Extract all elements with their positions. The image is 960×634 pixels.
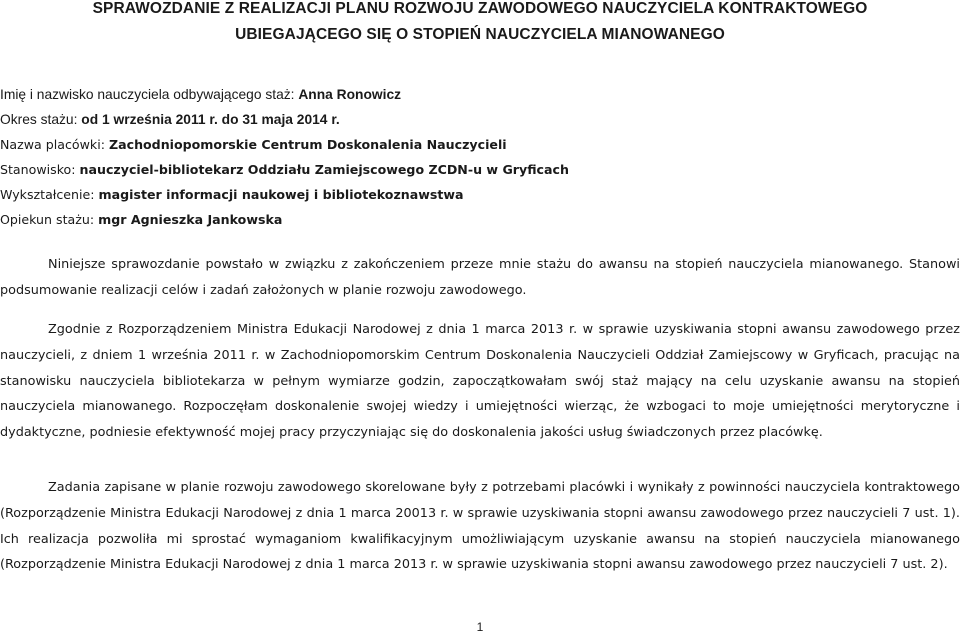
position-label: Stanowisko: [0, 162, 76, 177]
position-value: nauczyciel-bibliotekarz Oddziału Zamiejscowego ZCDN-u w Gryficach [79, 162, 569, 177]
mentor-label: Opiekun stażu: [0, 212, 95, 227]
mentor-row [0, 211, 960, 229]
page-number: 1 [476, 620, 484, 634]
document-title-line-2: UBIEGAJĄCEGO SIĘ O STOPIEŃ NAUCZYCIELA MIANOWANEGO [235, 26, 725, 43]
document-title-line-1: SPRAWOZDANIE Z REALIZACJI PLANU ROZWOJU ZAWODOWEGO NAUCZYCIELA KONTRAKTOWEGO [92, 0, 868, 17]
paragraph-regulation: Zgodnie z Rozporządzeniem Ministra Edukacji Narodowej z dnia 1 marca 2013 r. w sprawie uzyskiwania stopni awansu zawodowego przez nauczycieli, z dniem 1 września 2011 r. w Zachodniopomorskim Centrum Doskonalenia Nauczycieli Oddział Zamiejscowy w Gryficach, pracując na stanowisku nauczyciela bibliotekarza w pełnym wymiarze godzin, zapoczątkowałam swój staż mający na celu uzyskanie awansu na stopień nauczyciela mianowanego. Rozpoczęłam doskonalenie swojej wiedzy i umiejętności wierząc, że wzbogaci to moje umiejętności merytoryczne i dydaktyczne, podniesie efektywność mojej pracy przyczyniając się do doskonalenia jakości usług świadczonych przez placówkę. [0, 322, 960, 441]
education-label: Wykształcenie: [0, 187, 95, 202]
internship-period-row [0, 111, 960, 129]
paragraph-tasks: Zadania zapisane w planie rozwoju zawodowego skorelowane były z potrzebami placówki i wynikały z powinności nauczyciela kontraktowego (Rozporządzenie Ministra Edukacji Narodowej z dnia 1 marca 20013 r. w sprawie uzyskiwania stopni awansu zawodowego przez nauczycieli 7 ust. 1). Ich realizacja pozwoliła mi sprostać wymaganiom kwalifikacyjnym umożliwiającym uzyskanie awansu na stopień nauczyciela mianowanego (Rozporządzenie Ministra Edukacji Narodowej z dnia 1 marca 2013 r. w sprawie uzyskiwania stopni awansu zawodowego przez nauczycieli 7 ust. 2). [0, 480, 960, 573]
internship-period-value: od 1 września 2011 r. do 31 maja 2014 r. [81, 112, 340, 127]
paragraph-introduction: Niniejsze sprawozdanie powstało w związku z zakończeniem przeze mnie stażu do awansu na stopień nauczyciela mianowanego. Stanowi podsumowanie realizacji celów i zadań założonych w planie rozwoju zawodowego. [0, 257, 960, 298]
teacher-name-value: Anna Ronowicz [298, 87, 402, 102]
mentor-value: mgr Agnieszka Jankowska [98, 212, 283, 227]
institution-value: Zachodniopomorskie Centrum Doskonalenia Nauczycieli [108, 137, 507, 152]
institution-row [0, 136, 960, 154]
internship-period-label: Okres stażu: [0, 112, 78, 127]
education-row [0, 186, 960, 204]
teacher-name-label: Imię i nazwisko nauczyciela odbywającego staż: [0, 87, 295, 102]
institution-label: Nazwa placówki: [0, 137, 105, 152]
teacher-name-row [0, 86, 960, 104]
position-row [0, 161, 960, 179]
education-value: magister informacji naukowej i bibliotekoznawstwa [98, 187, 464, 202]
